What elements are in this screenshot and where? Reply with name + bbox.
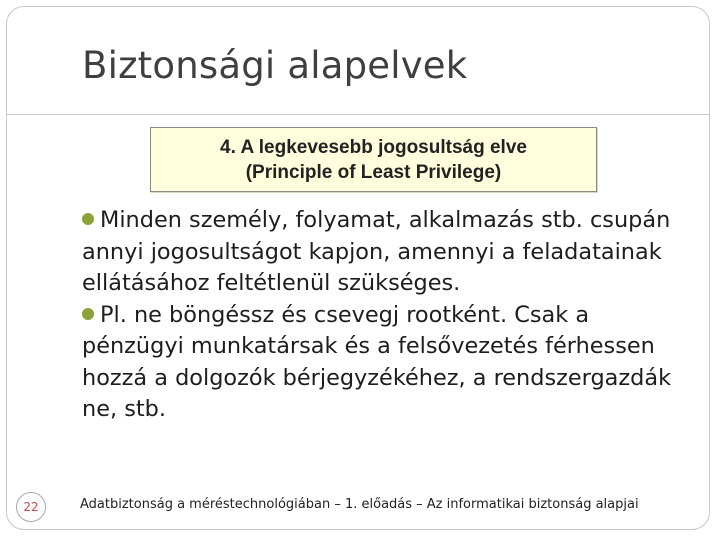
principle-box: [150, 127, 597, 192]
footer-text: Adatbiztonság a méréstechnológiában – 1. előadás – Az informatikai biztonság alapjai: [80, 497, 639, 512]
bullet-item: [82, 205, 692, 300]
bullet-list: [82, 205, 692, 426]
bullet-item: [82, 300, 692, 426]
title-divider: [7, 114, 709, 115]
bullet-icon: [82, 213, 94, 225]
bullet-text: Minden személy, folyamat, alkalmazás stb. csupán annyi jogosultságot kapjon, amennyi a feladatainak ellátásához feltétlenül szükséges.: [82, 207, 671, 296]
slide-title: Biztonsági alapelvek: [82, 44, 468, 87]
principle-box-line-2: (Principle of Least Privilege): [245, 162, 502, 183]
page-number-badge: 22: [16, 492, 46, 522]
bullet-icon: [82, 308, 94, 320]
bullet-text: Pl. ne böngéssz és csevegj rootként. Csak a pénzügyi munkatársak és a felsővezetés férhessen hozzá a dolgozók bérjegyzékéhez, a rendszergazdák ne, stb.: [82, 301, 672, 422]
principle-box-line-1: 4. A legkevesebb jogosultság elve: [220, 137, 527, 158]
